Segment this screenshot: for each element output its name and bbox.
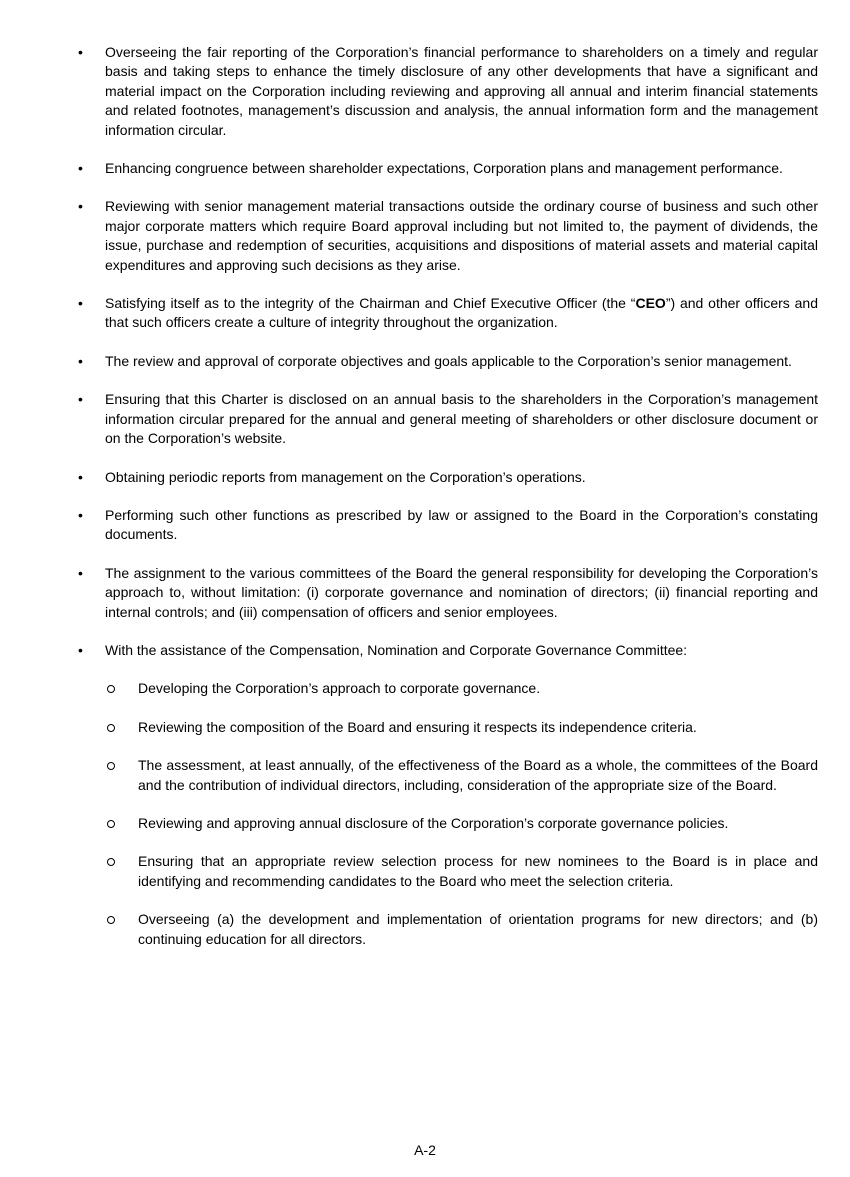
- text-segment: Developing the Corporation’s approach to corporate governance.: [138, 680, 541, 697]
- circle-glyph: [107, 858, 115, 866]
- bullet-item: [78, 390, 818, 448]
- circle-glyph: [107, 820, 115, 828]
- bullet-item: [78, 352, 818, 371]
- bullet-text: [138, 679, 818, 698]
- bullet-disc-icon: •: [78, 641, 83, 658]
- sub-bullet-item: [107, 852, 818, 891]
- text-segment: Overseeing the fair reporting of the Corporation’s financial performance to shareholders on a timely and regular basis and taking steps to enhance the timely disclosure of any other developments that have a significant and material impact on the Corporation including reviewing and approving all annual and interim financial statements and related footnotes, management’s discussion and analysis, the annual information form and the management information circular.: [105, 44, 818, 138]
- bullet-item: [78, 197, 818, 275]
- bullet-disc-icon: •: [78, 352, 83, 369]
- bold-text-segment: CEO: [635, 295, 666, 312]
- bullet-circle-icon: [107, 814, 138, 833]
- text-segment: Satisfying itself as to the integrity of the Chairman and Chief Executive Officer (the “: [105, 295, 636, 312]
- bullet-item: [78, 564, 818, 622]
- circle-glyph: [107, 685, 115, 693]
- bullet-text: [105, 159, 818, 178]
- text-segment: Overseeing (a) the development and implementation of orientation programs for new directors; and (b) continuing education for all directors.: [138, 911, 818, 947]
- text-segment: Reviewing and approving annual disclosure of the Corporation’s corporate governance policies.: [138, 814, 729, 831]
- bullet-text: [105, 506, 818, 545]
- bullet-text: [105, 352, 818, 371]
- bullet-item: [78, 506, 818, 545]
- bullet-circle-icon: [107, 756, 138, 795]
- bullet-disc-icon: •: [78, 44, 83, 60]
- page-number: A-2: [414, 1142, 436, 1158]
- bullet-circle-icon: [107, 679, 138, 698]
- sub-bullet-item: [107, 679, 818, 698]
- bullet-text: [138, 814, 818, 833]
- text-segment: The assessment, at least annually, of the effectiveness of the Board as a whole, the committees of the Board and the contribution of individual directors, including, consideration of the appropriate size of the Board.: [138, 757, 818, 793]
- bullet-text: [105, 197, 818, 275]
- circle-glyph: [107, 762, 115, 770]
- text-segment: The assignment to the various committees of the Board the general responsibility for developing the Corporation’s approach to, without limitation: (i) corporate governance and nomination of directors; (ii) financial reporting and internal controls; and (iii) compensation of officers and senior employees.: [105, 564, 818, 620]
- bullet-item: [78, 159, 818, 178]
- text-segment: The review and approval of corporate objectives and goals applicable to the Corporation’s senior management.: [105, 352, 792, 369]
- circle-glyph: [107, 724, 115, 732]
- bullet-text: [105, 564, 818, 622]
- bullet-text: [138, 718, 818, 737]
- text-segment: Reviewing the composition of the Board and ensuring it respects its independence criteria.: [138, 718, 697, 735]
- bullet-disc-icon: •: [78, 160, 83, 177]
- bullet-disc-icon: •: [78, 391, 83, 408]
- text-segment: Obtaining periodic reports from management on the Corporation’s operations.: [105, 468, 586, 485]
- bullet-item: [78, 294, 818, 333]
- bullet-item: [78, 641, 818, 660]
- bullet-item: [78, 468, 818, 487]
- bullet-text: [105, 43, 818, 140]
- text-segment: Ensuring that an appropriate review selection process for new nominees to the Board is in place and identifying and recommending candidates to the Board who meet the selection criteria.: [138, 853, 818, 889]
- bullet-list: [78, 43, 818, 949]
- sub-bullet-item: [107, 814, 818, 833]
- bullet-text: [138, 910, 818, 949]
- bullet-disc-icon: •: [78, 198, 83, 215]
- bullet-text: [105, 641, 818, 660]
- bullet-circle-icon: [107, 852, 138, 891]
- bullet-disc-icon: •: [78, 564, 83, 581]
- text-segment: With the assistance of the Compensation, Nomination and Corporate Governance Committee:: [105, 641, 688, 658]
- bullet-item: [78, 43, 818, 140]
- bullet-disc-icon: •: [78, 468, 83, 485]
- bullet-disc-icon: •: [78, 506, 83, 523]
- circle-glyph: [107, 916, 115, 924]
- text-segment: Enhancing congruence between shareholder expectations, Corporation plans and management performance.: [105, 160, 783, 177]
- text-segment: Performing such other functions as prescribed by law or assigned to the Board in the Corporation’s constating documents.: [105, 506, 818, 543]
- text-segment: Ensuring that this Charter is disclosed on an annual basis to the shareholders in the Corporation’s management information circular prepared for the annual and general meeting of shareholders or other disclosure document or on the Corporation’s website.: [105, 391, 818, 447]
- text-segment: ”) and other officers and that such officers create a culture of integrity throughout the organization.: [105, 295, 818, 331]
- bullet-text: [138, 756, 818, 795]
- sub-bullet-item: [107, 718, 818, 737]
- bullet-circle-icon: [107, 718, 138, 737]
- bullet-text: [105, 390, 818, 448]
- bullet-text: [105, 294, 818, 333]
- bullet-text: [105, 468, 818, 487]
- bullet-disc-icon: •: [78, 295, 83, 312]
- bullet-text: [138, 852, 818, 891]
- bullet-circle-icon: [107, 910, 138, 949]
- sub-bullet-item: [107, 910, 818, 949]
- text-segment: Reviewing with senior management material transactions outside the ordinary course of business and such other major corporate matters which require Board approval including but not limited to, the payment of dividends, the issue, purchase and redemption of securities, acquisitions and dispositions of material assets and material capital expenditures and approving such decisions as they arise.: [105, 198, 818, 273]
- sub-bullet-item: [107, 756, 818, 795]
